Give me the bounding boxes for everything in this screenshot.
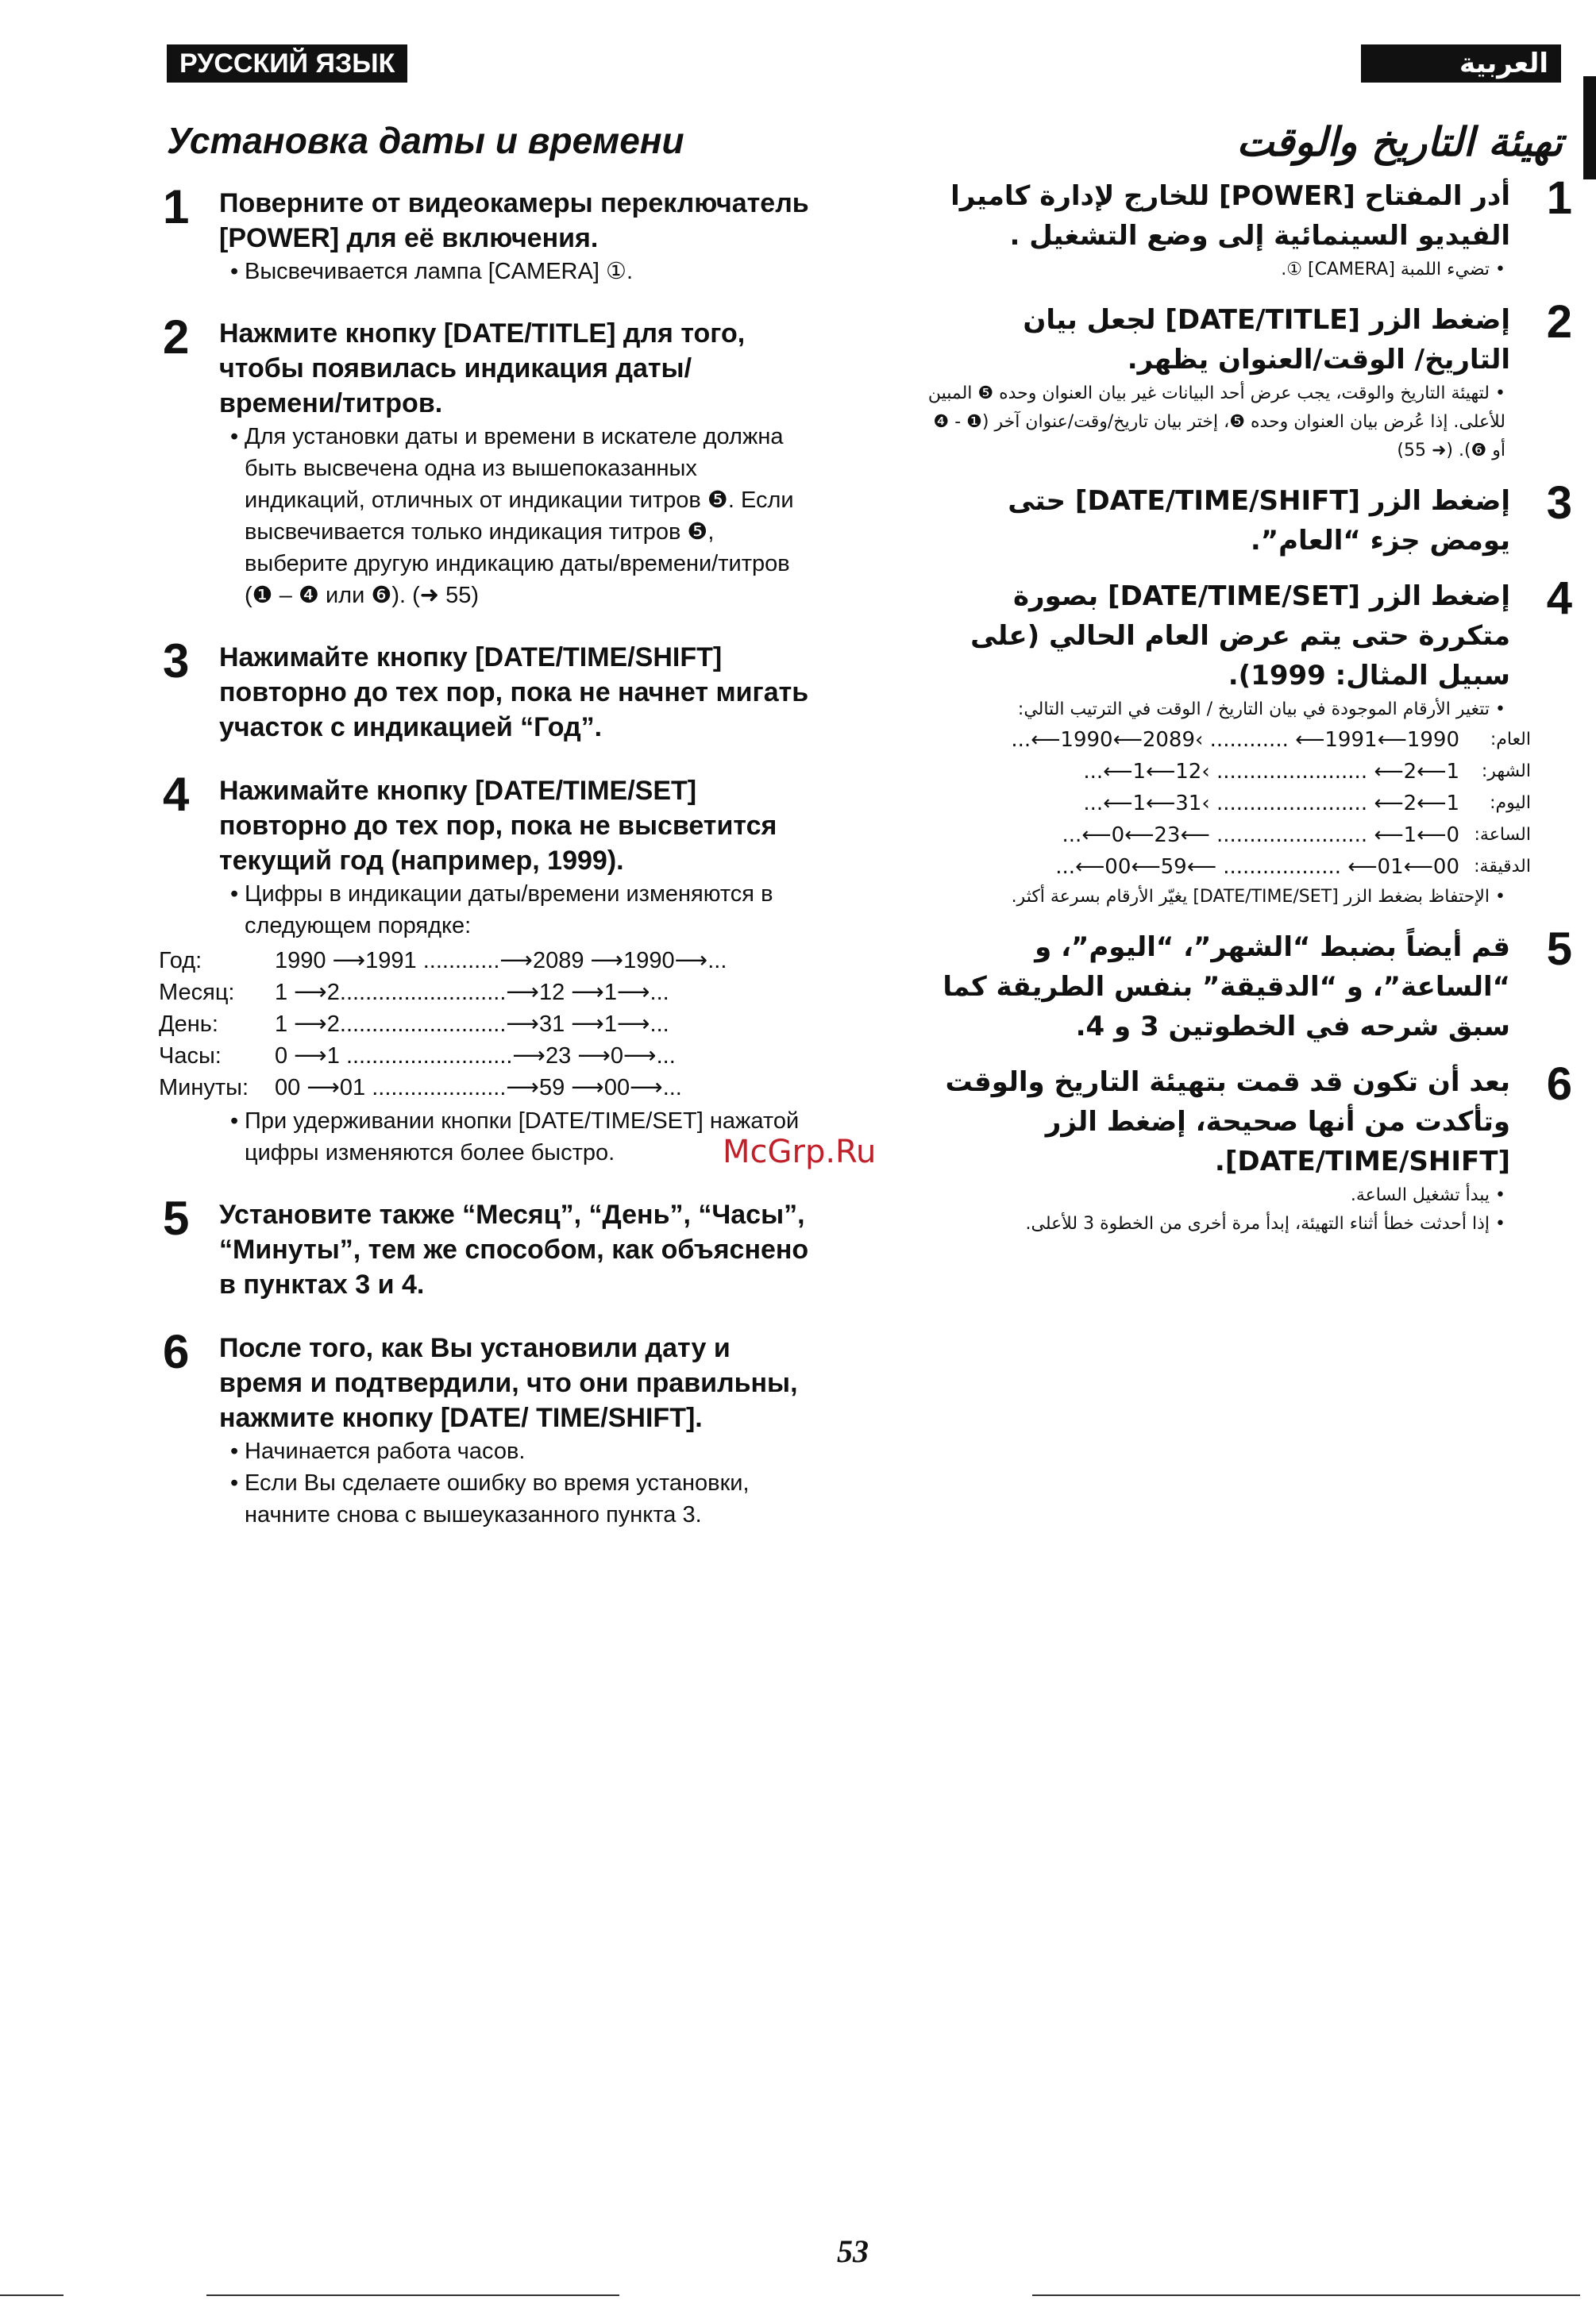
ar-step-number: 2 bbox=[1546, 296, 1572, 348]
sequence-value: 0 ⟶1 ..........................⟶23 ⟶0⟶... bbox=[275, 1043, 676, 1069]
ru-step-4 bbox=[159, 768, 818, 1169]
sequence-row bbox=[921, 756, 1531, 788]
ar-step-text: قم أيضاً بضبط “الشهر”، “اليوم”، و “الساعة”، و “الدقيقة” بنفس الطريقة كما سبق شرحه في الخطوتين 3 و 4. bbox=[943, 931, 1510, 1042]
watermark: McGrp.Ru bbox=[723, 1134, 877, 1170]
arabic-column bbox=[921, 119, 1572, 1254]
sequence-label: Месяц: bbox=[159, 980, 235, 1005]
sequence-label: Минуты: bbox=[159, 1075, 249, 1100]
ar-step-note: • الإحتفاظ بضغط الزر [DATE/TIME/SET] يغيّر الأرقام بسرعة أكثر. bbox=[921, 883, 1505, 911]
ru-step-3 bbox=[159, 634, 818, 745]
ar-step-number: 4 bbox=[1546, 572, 1572, 624]
sequence-label: الشهر: bbox=[1481, 761, 1531, 781]
russian-column bbox=[159, 119, 818, 1559]
ar-step-note: • يبدأ تشغيل الساعة. bbox=[921, 1181, 1505, 1210]
ru-step-6 bbox=[159, 1325, 818, 1531]
language-tab-arabic: العربية bbox=[1361, 44, 1561, 83]
sequence-row bbox=[159, 1072, 818, 1104]
sequence-row bbox=[159, 1040, 818, 1072]
ar-step-note: • إذا أحدثت خطأ أثناء التهيئة، إبدأ مرة أخرى من الخطوة 3 للأعلى. bbox=[921, 1210, 1505, 1239]
sequence-label: اليوم: bbox=[1490, 793, 1531, 813]
footer-rule bbox=[0, 2294, 64, 2296]
sequence-value: ...⟵1⟵31‹ ....................... ⟵2⟵1 bbox=[1083, 792, 1459, 815]
ar-step-6 bbox=[921, 1058, 1572, 1239]
sequence-value: 1 ⟶2..........................⟶31 ⟶1⟶... bbox=[275, 1011, 669, 1037]
ru-step-text: Поверните от видеокамеры переключатель [POWER] для её включения. bbox=[219, 188, 809, 253]
ru-step-note: • Цифры в индикации даты/времени изменяются в следующем порядке: bbox=[230, 878, 818, 942]
footer-rule bbox=[206, 2294, 619, 2296]
sequence-row bbox=[921, 851, 1531, 883]
ar-step-1 bbox=[921, 172, 1572, 284]
sequence-row bbox=[159, 977, 818, 1008]
sequence-value: 1990 ⟶1991 ............⟶2089 ⟶1990⟶... bbox=[275, 948, 727, 973]
ru-step-text: После того, как Вы установили дату и время и подтвердили, что они правильны, нажмите кнопку [DATE/ TIME/SHIFT]. bbox=[219, 1333, 798, 1433]
page-edge-marker bbox=[1583, 76, 1596, 179]
ru-step-number: 4 bbox=[163, 768, 190, 821]
footer-rule bbox=[1032, 2294, 1580, 2296]
ru-step-number: 2 bbox=[163, 310, 190, 364]
ar-step-number: 3 bbox=[1546, 477, 1572, 529]
ar-step-5 bbox=[921, 923, 1572, 1046]
ar-step-text: إضغط الزر [DATE/TIME/SET] بصورة متكررة حتى يتم عرض العام الحالي (على سبيل المثال: 1999). bbox=[970, 580, 1510, 692]
sequence-label: Часы: bbox=[159, 1043, 222, 1069]
ar-page-title: تهيئة التاريخ والوقت bbox=[1236, 119, 1563, 165]
ru-step-text: Нажимайте кнопку [DATE/TIME/SET] повторно до тех пор, пока не высветится текущий год (например, 1999). bbox=[219, 776, 777, 876]
ru-sequence-table bbox=[159, 945, 818, 1104]
sequence-value: 00 ⟶01 .....................⟶59 ⟶00⟶... bbox=[275, 1075, 682, 1100]
ar-step-note: • تتغير الأرقام الموجودة في بيان التاريخ / الوقت في الترتيب التالي: bbox=[921, 695, 1505, 724]
ar-step-text: إضغط الزر [DATE/TIME/SHIFT] حتى يومض جزء “العام”. bbox=[1008, 485, 1510, 557]
ru-step-text: Нажимайте кнопку [DATE/TIME/SHIFT] повторно до тех пор, пока не начнет мигать участок с индикацией “Год”. bbox=[219, 642, 809, 742]
sequence-label: العام: bbox=[1490, 730, 1531, 749]
ru-page-title: Установка даты и времени bbox=[167, 120, 684, 161]
ar-sequence-table bbox=[921, 724, 1531, 883]
sequence-label: الساعة: bbox=[1474, 825, 1531, 845]
sequence-value: ...⟵00⟵59⟵ .................. ⟵01⟵00 bbox=[1055, 855, 1459, 879]
sequence-value: 1 ⟶2..........................⟶12 ⟶1⟶... bbox=[275, 980, 669, 1005]
sequence-row bbox=[159, 945, 818, 977]
ru-step-note: • Начинается работа часов. bbox=[230, 1435, 818, 1467]
ar-step-2 bbox=[921, 296, 1572, 465]
ar-step-note: • لتهيئة التاريخ والوقت، يجب عرض أحد البيانات غير بيان العنوان وحده ❺ المبين للأعلى. إذا عُرض بيان العنوان وحده ❺، إختر بيان تاريخ/وقت/عنوان آخر (❶ - ❹ أو ❻). (➜ 55) bbox=[921, 380, 1505, 465]
ar-step-4 bbox=[921, 572, 1572, 911]
sequence-row bbox=[921, 788, 1531, 819]
ru-step-note: • Для установки даты и времени в искателе должна быть высвечена одна из вышепоказанных индикаций, отличных от индикации титров ❺. Если высвечивается только индикация титров ❺, выберите другую индикацию даты/времени/титров (❶ – ❹ или ❻). (➜ 55) bbox=[230, 421, 818, 611]
ar-step-text: إضغط الزر [DATE/TITLE] لجعل بيان التاريخ/ الوقت/العنوان يظهر. bbox=[1023, 304, 1510, 376]
ru-step-text: Установите также “Месяц”, “День”, “Часы”, “Минуты”, тем же способом, как объяснено в пунктах 3 и 4. bbox=[219, 1200, 809, 1300]
sequence-value: ...⟵1⟵12‹ ....................... ⟵2⟵1 bbox=[1083, 760, 1459, 784]
ru-step-number: 3 bbox=[163, 634, 190, 688]
ru-step-note: • При удерживании кнопки [DATE/TIME/SET] нажатой цифры изменяются более быстро. bbox=[230, 1105, 818, 1169]
language-tab-russian: РУССКИЙ ЯЗЫК bbox=[167, 44, 407, 83]
ar-step-3 bbox=[921, 477, 1572, 561]
ru-step-5 bbox=[159, 1192, 818, 1302]
sequence-label: День: bbox=[159, 1011, 218, 1037]
ar-step-text: بعد أن تكون قد قمت بتهيئة التاريخ والوقت وتأكدت من أنها صحيحة، إضغط الزر [DATE/TIME/SHIFT]. bbox=[945, 1066, 1510, 1177]
ru-step-1 bbox=[159, 180, 818, 287]
page-number: 53 bbox=[837, 2233, 869, 2269]
ar-step-number: 5 bbox=[1546, 923, 1572, 975]
sequence-row bbox=[921, 724, 1531, 756]
ar-step-text: أدر المفتاح [POWER] للخارج لإدارة كاميرا الفيديو السينمائية إلى وضع التشغيل . bbox=[950, 180, 1510, 252]
sequence-value: ...⟵1990⟵2089‹ ............ ⟵1991⟵1990 bbox=[1011, 728, 1459, 752]
sequence-row bbox=[921, 819, 1531, 851]
ar-step-note: • تضيء اللمبة [CAMERA] ①. bbox=[921, 256, 1505, 284]
ar-step-number: 1 bbox=[1546, 172, 1572, 224]
ru-step-text: Нажмите кнопку [DATE/TITLE] для того, чтобы появилась индикация даты/ времени/титров. bbox=[219, 318, 746, 418]
ru-step-number: 1 bbox=[163, 180, 190, 233]
sequence-label: Год: bbox=[159, 948, 202, 973]
ru-step-note: • Если Вы сделаете ошибку во время установки, начните снова с вышеуказанного пункта 3. bbox=[230, 1467, 818, 1531]
ru-step-note: • Высвечивается лампа [CAMERA] ①. bbox=[230, 256, 818, 287]
ru-step-number: 5 bbox=[163, 1192, 190, 1245]
ru-step-2 bbox=[159, 310, 818, 611]
sequence-value: ...⟵0⟵23⟵ ....................... ⟵1⟵0 bbox=[1062, 823, 1459, 847]
ar-step-number: 6 bbox=[1546, 1058, 1572, 1110]
sequence-row bbox=[159, 1008, 818, 1040]
ru-step-number: 6 bbox=[163, 1325, 190, 1378]
sequence-label: الدقيقة: bbox=[1474, 857, 1531, 877]
